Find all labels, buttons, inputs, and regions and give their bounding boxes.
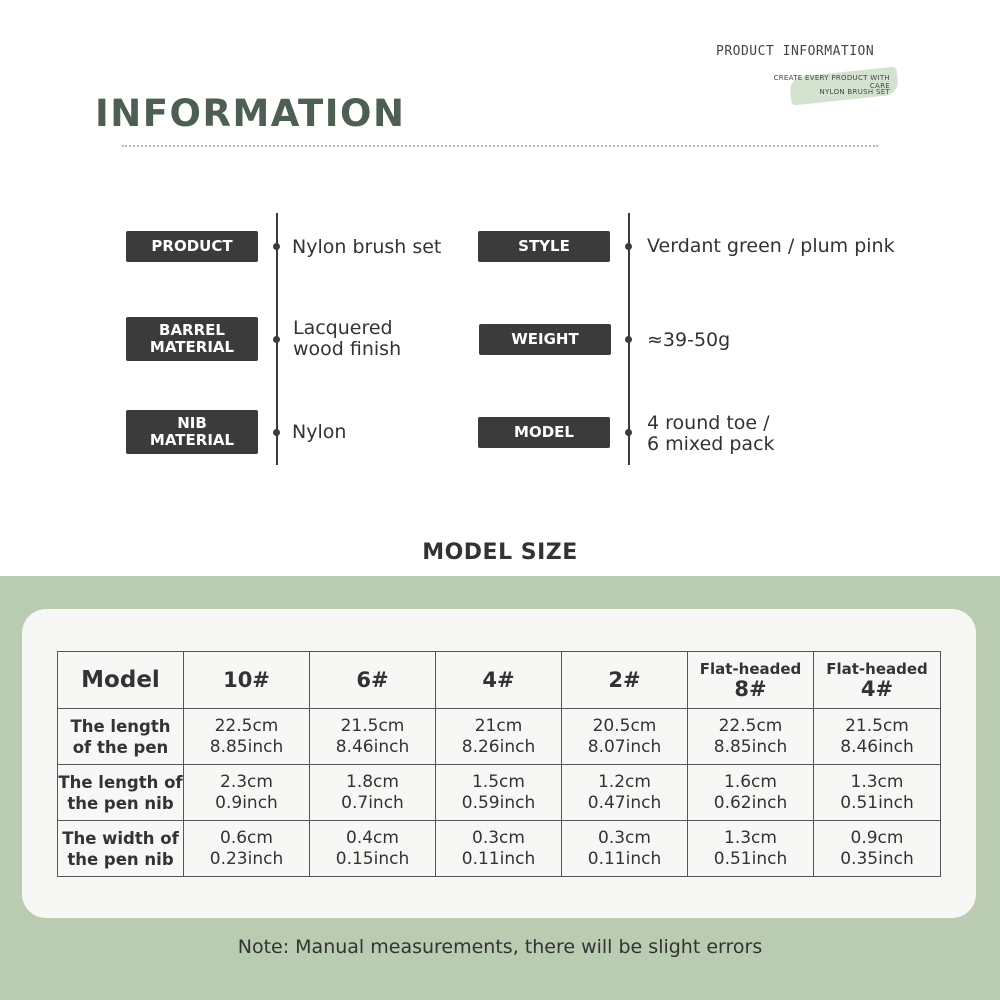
weight-dot: [625, 336, 632, 343]
column-header-6: 6#: [310, 652, 436, 709]
table-cell: 0.6cm 0.23inch: [184, 821, 310, 877]
barrel-material-label: BARREL MATERIAL: [126, 317, 258, 361]
style-dot: [625, 243, 632, 250]
row-header-nib-width: The width of the pen nib: [58, 821, 184, 877]
style-value: Verdant green / plum pink: [647, 235, 895, 257]
table-row: [58, 709, 941, 765]
table-cell: 20.5cm 8.07inch: [562, 709, 688, 765]
table-cell: 0.4cm 0.15inch: [310, 821, 436, 877]
table-cell: 2.3cm 0.9inch: [184, 765, 310, 821]
column-header-flat-4: Flat-headed 4#: [814, 652, 941, 709]
nib-material-label: NIB MATERIAL: [126, 410, 258, 454]
barrel-material-dot: [273, 336, 280, 343]
model-size-table: [57, 651, 941, 877]
barrel-material-value: Lacquered wood finish: [293, 317, 402, 360]
table-row: [58, 821, 941, 877]
model-size-heading: MODEL SIZE: [422, 540, 578, 565]
table-header-row: [58, 652, 941, 709]
brand-tagline: CREATE EVERY PRODUCT WITH CARE: [773, 74, 890, 90]
table-row: [58, 765, 941, 821]
model-label: MODEL: [478, 417, 610, 448]
model-dot: [625, 429, 632, 436]
table-cell: 0.3cm 0.11inch: [562, 821, 688, 877]
weight-label: WEIGHT: [479, 324, 611, 355]
table-cell: 1.2cm 0.47inch: [562, 765, 688, 821]
table-cell: 22.5cm 8.85inch: [184, 709, 310, 765]
dotted-divider: [122, 145, 878, 147]
nib-material-value: Nylon: [292, 421, 347, 443]
column-header-flat-8: Flat-headed 8#: [688, 652, 814, 709]
column-header-4: 4#: [436, 652, 562, 709]
product-value: Nylon brush set: [292, 236, 442, 258]
table-cell: 0.9cm 0.35inch: [814, 821, 941, 877]
table-cell: 1.5cm 0.59inch: [436, 765, 562, 821]
brand-title: PRODUCT INFORMATION: [716, 44, 875, 59]
row-header-pen-length: The length of the pen: [58, 709, 184, 765]
product-dot: [273, 243, 280, 250]
table-cell: 22.5cm 8.85inch: [688, 709, 814, 765]
brand-product-line: NYLON BRUSH SET: [819, 88, 890, 96]
table-cell: 21.5cm 8.46inch: [814, 709, 941, 765]
column-header-10: 10#: [184, 652, 310, 709]
nib-material-dot: [273, 429, 280, 436]
model-column-header: Model: [58, 652, 184, 709]
table-cell: 1.3cm 0.51inch: [688, 821, 814, 877]
column-header-2: 2#: [562, 652, 688, 709]
table-cell: 0.3cm 0.11inch: [436, 821, 562, 877]
measurement-note: Note: Manual measurements, there will be slight errors: [237, 936, 763, 958]
style-label: STYLE: [478, 231, 610, 262]
row-header-nib-length: The length of the pen nib: [58, 765, 184, 821]
table-cell: 21.5cm 8.46inch: [310, 709, 436, 765]
table-cell: 21cm 8.26inch: [436, 709, 562, 765]
table-cell: 1.6cm 0.62inch: [688, 765, 814, 821]
weight-value: ≈39-50g: [647, 329, 731, 351]
model-value: 4 round toe / 6 mixed pack: [647, 412, 775, 455]
product-label: PRODUCT: [126, 231, 258, 262]
table-cell: 1.3cm 0.51inch: [814, 765, 941, 821]
table-cell: 1.8cm 0.7inch: [310, 765, 436, 821]
information-heading: INFORMATION: [95, 92, 406, 135]
